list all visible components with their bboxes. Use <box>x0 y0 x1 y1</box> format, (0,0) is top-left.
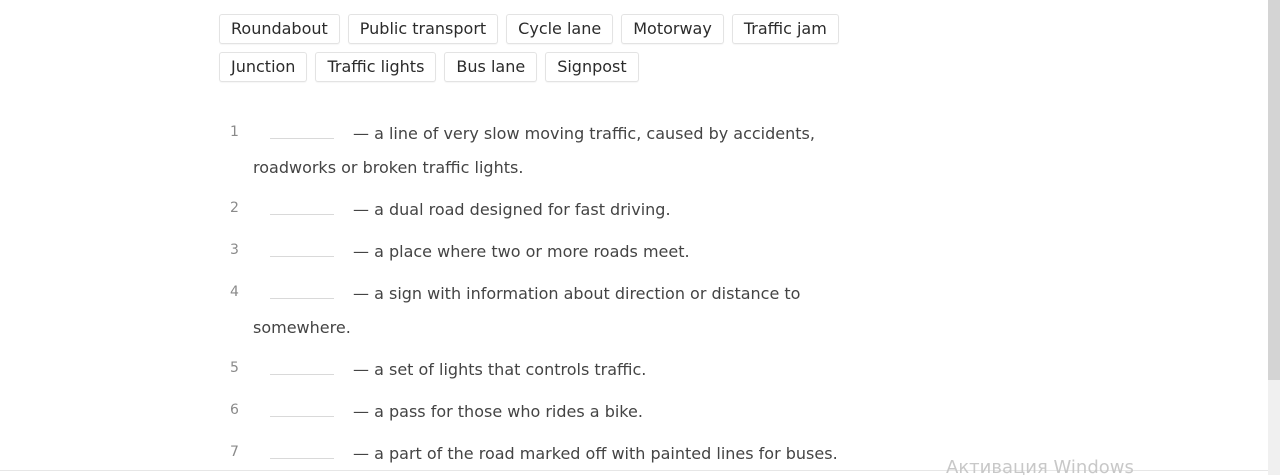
question-item <box>230 235 830 277</box>
question-item <box>230 117 830 193</box>
answer-blank[interactable] <box>270 438 334 459</box>
question-number: 6 <box>230 402 239 418</box>
word-bank <box>219 14 859 90</box>
question-number: 7 <box>230 444 239 460</box>
question-number: 2 <box>230 200 239 216</box>
question-text: — a line of very slow moving traffic, caused by accidents, <box>353 124 815 143</box>
question-item <box>230 395 830 437</box>
question-item <box>230 277 830 353</box>
question-text-continued: roadworks or broken traffic lights. <box>253 158 524 177</box>
word-chip-motorway[interactable]: Motorway <box>621 14 724 44</box>
word-bank-row-1 <box>219 14 859 44</box>
word-bank-row-2 <box>219 52 859 82</box>
word-chip-public-transport[interactable]: Public transport <box>348 14 498 44</box>
answer-blank[interactable] <box>270 194 334 215</box>
word-chip-junction[interactable]: Junction <box>219 52 307 82</box>
question-text: — a pass for those who rides a bike. <box>353 402 643 421</box>
answer-blank[interactable] <box>270 354 334 375</box>
word-chip-signpost[interactable]: Signpost <box>545 52 638 82</box>
answer-blank[interactable] <box>270 396 334 417</box>
word-chip-cycle-lane[interactable]: Cycle lane <box>506 14 613 44</box>
answer-blank[interactable] <box>270 278 334 299</box>
word-chip-roundabout[interactable]: Roundabout <box>219 14 340 44</box>
question-number: 1 <box>230 124 239 140</box>
question-text: — a dual road designed for fast driving. <box>353 200 671 219</box>
question-item <box>230 353 830 395</box>
answer-blank[interactable] <box>270 118 334 139</box>
answer-blank[interactable] <box>270 236 334 257</box>
word-chip-bus-lane[interactable]: Bus lane <box>444 52 537 82</box>
question-text: — a place where two or more roads meet. <box>353 242 690 261</box>
question-text: — a part of the road marked off with painted lines for buses. <box>353 444 838 463</box>
question-item <box>230 193 830 235</box>
question-text-continued: somewhere. <box>253 318 351 337</box>
question-number: 4 <box>230 284 239 300</box>
word-chip-traffic-jam[interactable]: Traffic jam <box>732 14 839 44</box>
question-text: — a set of lights that controls traffic. <box>353 360 647 379</box>
windows-activation-watermark: Активация Windows <box>946 457 1134 475</box>
scrollbar-thumb[interactable] <box>1268 0 1280 380</box>
question-number: 5 <box>230 360 239 376</box>
question-text: — a sign with information about direction or distance to <box>353 284 801 303</box>
word-chip-traffic-lights[interactable]: Traffic lights <box>315 52 436 82</box>
vertical-scrollbar[interactable] <box>1268 0 1280 475</box>
question-list <box>230 117 838 475</box>
question-number: 3 <box>230 242 239 258</box>
